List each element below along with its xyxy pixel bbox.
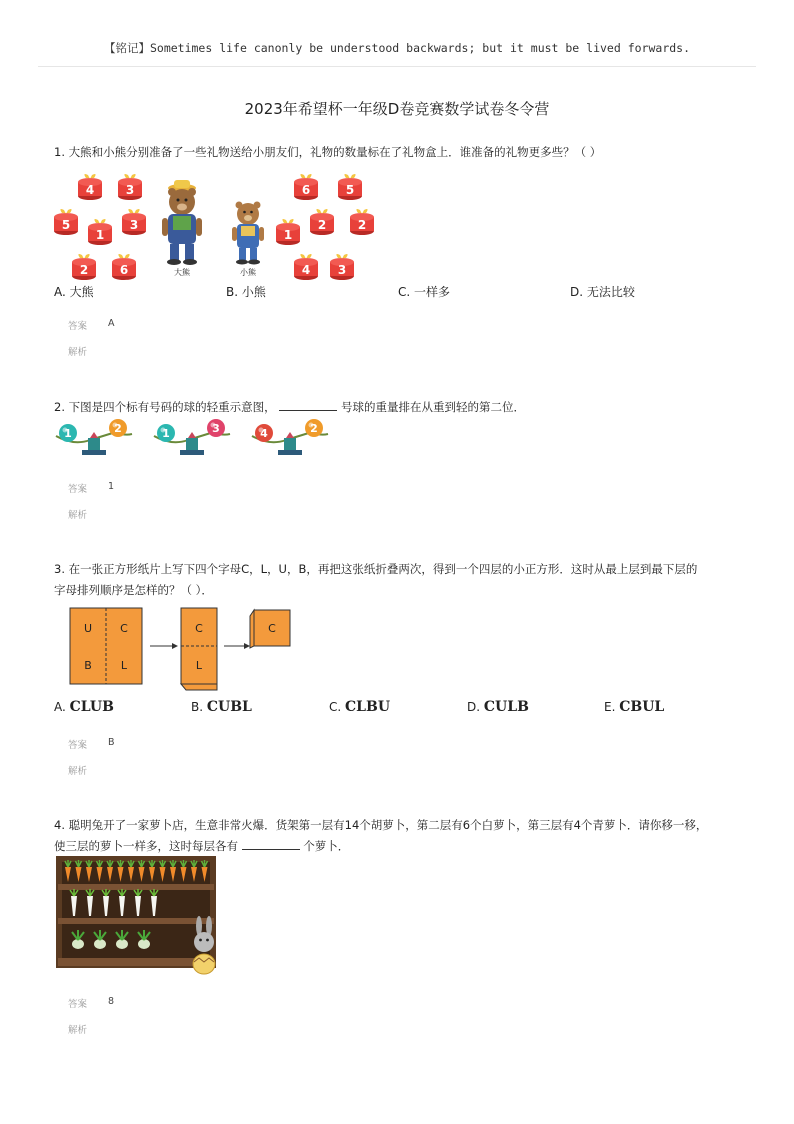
gift-number-small-bear-3: 2 [317,218,327,232]
gift-box-big-bear-0 [78,174,102,200]
small-bear-label: 小熊 [240,268,256,277]
q4-text-part-2: 个萝卜． [303,839,350,853]
gift-box-big-bear-5 [72,254,96,280]
gift-number-big-bear-0: 4 [85,183,95,197]
q3-folding-diagram [68,606,294,692]
answer-label: 答案 [68,321,88,332]
ball-number-left-2: 1 [162,427,170,440]
balance-scale-3 [252,419,328,455]
gift-number-big-bear-2: 5 [61,218,71,232]
answer-label: 答案 [68,740,88,751]
q3-option-c[interactable] [329,699,390,715]
ball-number-right-3: 2 [310,422,318,435]
q2-answer-blank[interactable] [279,398,337,411]
q3-answer-row [68,737,115,751]
q3-option-c-prefix: C. [329,700,342,714]
gift-number-small-bear-2: 1 [283,228,293,242]
paper-letter-l: L [120,659,128,672]
q3-answer-value: B [108,737,115,748]
q4-shelf-illustration [54,854,224,976]
question-1-text: 1. 大熊和小熊分别准备了一些礼物送给小朋友们，礼物的数量标在了礼物盒上．谁准备的礼物更多些？（ ） [54,145,602,159]
paper-letter-c: C [120,622,128,635]
gift-box-small-bear-5 [294,254,318,280]
q4-analysis-label: 解析 [68,1025,88,1036]
question-3-line-1: 3. 在一张正方形纸片上写下四个字母C，L，U，B，再把这张纸折叠两次，得到一个四层的小正方形．这时从最上层到最下层的 [54,562,698,576]
header-divider [38,66,756,67]
q3-option-b[interactable] [191,699,252,715]
q1-option-c[interactable]: C. 一样多 [398,285,451,299]
q2-balance-illustration [54,418,344,460]
q2-text-part-2: 号球的重量排在从重到轻的第二位． [340,400,525,414]
gift-number-big-bear-4: 3 [129,218,139,232]
question-4-line-1: 4. 聪明兔开了一家萝卜店，生意非常火爆．货架第一层有14个胡萝卜，第二层有6个白萝卜，第三层有4个青萝卜．请你移一移， [54,818,708,832]
q3-option-e[interactable] [604,699,664,715]
motto-header: 【铭记】Sometimes life canonly be understood backwards; but it must be lived forwards. [103,41,691,55]
big-bear-icon [162,180,202,265]
gift-box-big-bear-1 [118,174,142,200]
q1-answer-row [68,318,115,332]
gift-number-small-bear-4: 2 [357,218,367,232]
q1-option-a[interactable]: A. 大熊 [54,285,94,299]
q4-text-part-1: 使三层的萝卜一样多，这时每层各有 [54,839,238,853]
gift-number-big-bear-6: 6 [119,263,129,277]
paper-letter-u: U [83,622,93,635]
q2-text-part-1: 2. 下图是四个标有号码的球的轻重示意图， [54,400,276,414]
gift-number-big-bear-5: 2 [79,263,89,277]
gift-number-big-bear-3: 1 [95,228,105,242]
q1-answer-value: A [108,318,115,329]
answer-label: 答案 [68,999,88,1010]
q3-option-d-value: CULB [483,699,529,715]
q2-analysis-label: 解析 [68,510,88,521]
balance-scale-1 [56,419,132,455]
q3-option-b-value: CUBL [206,699,252,715]
gift-number-small-bear-5: 4 [301,263,311,277]
question-3-line-2: 字母排列顺序是怎样的？（ ）． [54,583,213,597]
q1-option-b[interactable]: B. 小熊 [226,285,266,299]
ball-number-left-3: 4 [260,427,268,440]
q2-answer-row [68,481,115,495]
gift-box-big-bear-4 [122,209,146,235]
gift-box-small-bear-4 [350,209,374,235]
question-2-text [54,397,525,417]
gift-number-small-bear-6: 3 [337,263,347,277]
ball-number-right-1: 2 [114,422,122,435]
gift-box-big-bear-3 [88,219,112,245]
question-4-line-2 [54,836,349,856]
gift-number-big-bear-1: 3 [125,183,135,197]
q3-option-d-prefix: D. [467,700,481,714]
q3-option-a-value: CLUB [69,699,114,715]
q4-answer-row [68,996,115,1010]
ball-number-right-2: 3 [212,422,220,435]
gift-box-small-bear-6 [330,254,354,280]
fold2-letter-c: C [268,622,276,635]
q3-option-c-value: CLBU [345,699,391,715]
gift-box-small-bear-3 [310,209,334,235]
q4-answer-blank[interactable] [242,837,300,850]
fold1-letter-c: C [195,622,203,635]
gift-box-big-bear-2 [54,209,78,235]
gift-number-small-bear-0: 6 [301,183,311,197]
q4-answer-value: 8 [108,996,115,1007]
q3-option-e-prefix: E. [604,700,616,714]
q3-option-e-value: CBUL [619,699,665,715]
gift-box-small-bear-1 [338,174,362,200]
ball-number-left-1: 1 [64,427,72,440]
q3-option-a-prefix: A. [54,700,66,714]
q3-option-a[interactable] [54,699,114,715]
big-bear-label: 大熊 [174,268,190,277]
gift-box-big-bear-6 [112,254,136,280]
gift-number-small-bear-1: 5 [345,183,355,197]
q1-option-d[interactable]: D. 无法比较 [570,285,635,299]
answer-label: 答案 [68,484,88,495]
q3-option-d[interactable] [467,699,529,715]
q1-analysis-label: 解析 [68,347,88,358]
gift-box-small-bear-0 [294,174,318,200]
fold1-letter-l: L [195,659,203,672]
exam-title: 2023年希望杯一年级D卷竞赛数学试卷冬令营 [244,100,550,118]
q3-analysis-label: 解析 [68,766,88,777]
balance-scale-2 [154,419,230,455]
gift-box-small-bear-2 [276,219,300,245]
small-bear-icon [232,202,264,265]
q3-option-b-prefix: B. [191,700,204,714]
paper-letter-b: B [84,659,92,672]
q1-gifts-illustration [52,168,384,280]
q2-answer-value: 1 [108,481,115,492]
